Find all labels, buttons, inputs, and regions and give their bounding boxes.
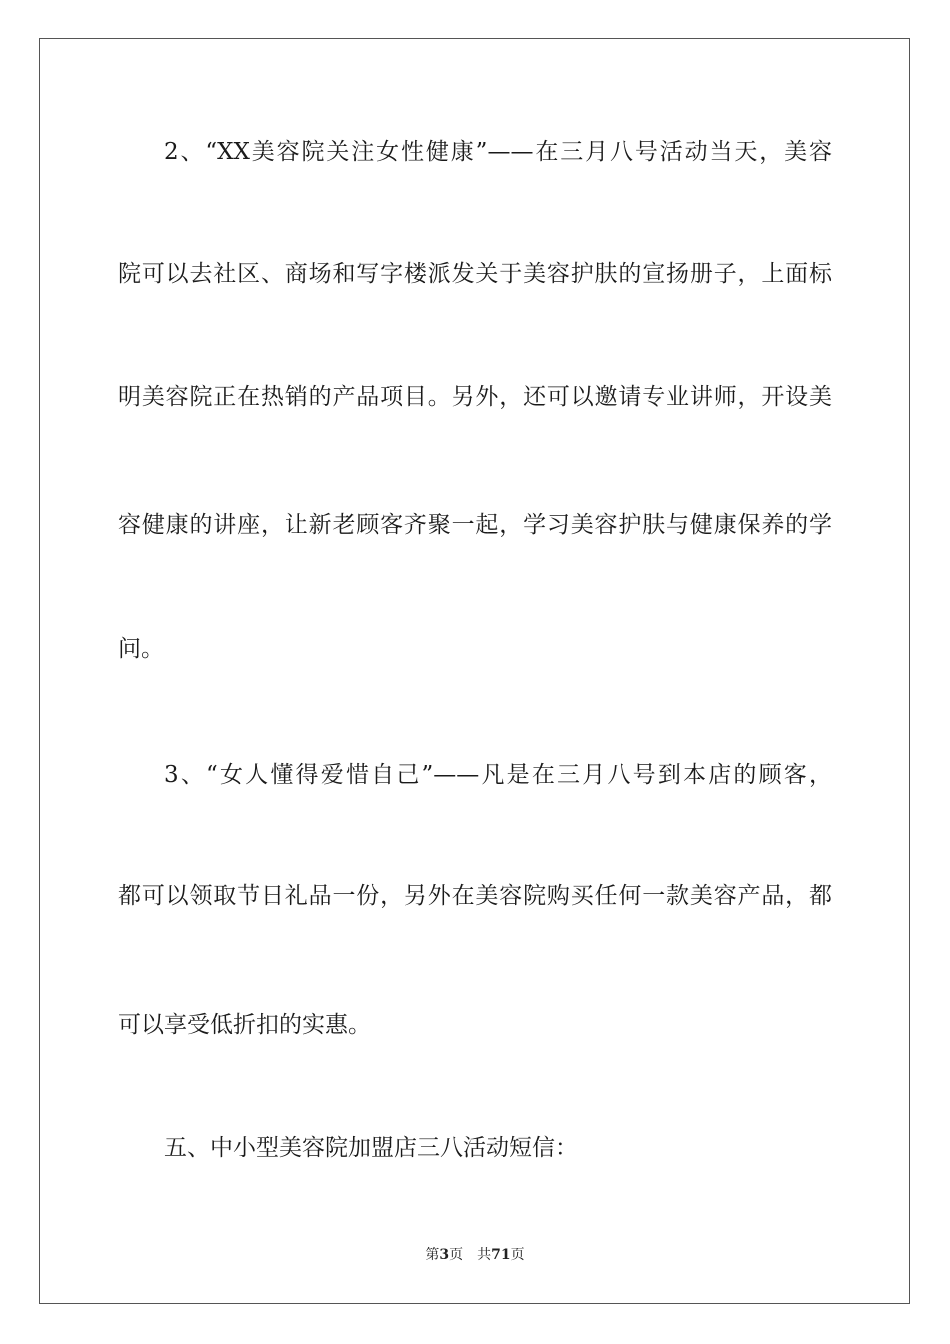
total-prefix: 共 [477,1247,492,1263]
paragraph-line: 可以享受低折扣的实惠。 [118,1012,371,1038]
page-suffix: 页 [449,1247,464,1263]
paragraph-line: 2、“XX美容院关注女性健康”——在三月八号活动当天，美容 [164,139,832,165]
page-number: 3 [439,1247,450,1263]
page-border [39,38,910,1304]
total-pages: 71 [491,1247,511,1263]
paragraph-line: 3、“女人懂得爱惜自己”——凡是在三月八号到本店的顾客， [164,762,832,788]
paragraph-line: 都可以领取节日礼品一份，另外在美容院购买任何一款美容产品，都 [118,883,832,909]
paragraph-line: 问。 [118,636,164,662]
page-prefix: 第 [425,1247,440,1263]
paragraph-line: 容健康的讲座，让新老顾客齐聚一起，学习美容护肤与健康保养的学 [118,512,832,538]
section-heading: 五、中小型美容院加盟店三八活动短信： [164,1135,578,1161]
page-footer [0,1246,950,1264]
paragraph-line: 院可以去社区、商场和写字楼派发关于美容护肤的宣扬册子，上面标 [118,261,832,287]
total-suffix: 页 [510,1247,525,1263]
paragraph-line: 明美容院正在热销的产品项目。另外，还可以邀请专业讲师，开设美 [118,384,832,410]
